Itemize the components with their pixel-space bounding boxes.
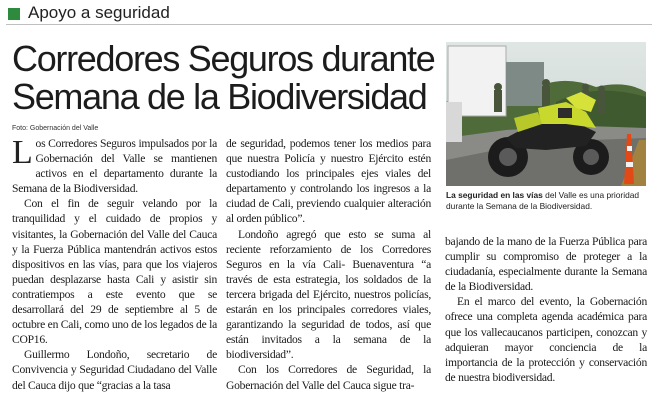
article-column-3 (445, 234, 647, 385)
photo-credit: Foto: Gobernación del Valle (12, 125, 99, 132)
section-marker (8, 8, 20, 20)
paragraph: Guillermo Londoño, secretario de Convivencia y Seguridad Ciudadano del Valle del Cauca dijo que “gracias a la tasa (12, 348, 217, 392)
section-header (6, 4, 652, 25)
paragraph: de seguridad, podemos tener los medios para que nuestra Policía y nuestro Ejército estén custodiando los principales ejes viales del departamento y controlando los ingresos a la ciudad de Cali, previendo cualquier alteración al orden público”. (226, 137, 431, 226)
photo-caption (446, 190, 650, 212)
paragraph: Londoño agregó que esto se suma al reciente reforzamiento de los Corredores Seguros en la vía Cali- Buenaventura “a través de esta estrategia, los soldados de la tercera brigada del Ejército, nuestros policías, estarán en los principales corredores viales, garantizando la seguridad de todos, así que están invitados a la semana de la biodiversidad”. (226, 227, 431, 362)
paragraph: bajando de la mano de la Fuerza Pública para cumplir su compromiso de proteger a la ciudadanía, especialmente durante la Semana de la Biodiversidad. (445, 235, 647, 294)
paragraph: En el marco del evento, la Gobernación ofrece una completa agenda académica para que los vallecaucanos participen, conozcan y adquieran mayor conciencia de la importancia de la protección y conservación de nuestra biodiversidad. (445, 295, 647, 384)
drop-cap: L (12, 134, 33, 171)
paragraph: Con los Corredores de Seguridad, la Gobernación del Valle del Cauca sigue tra- (226, 363, 431, 392)
caption-lead: La seguridad en las vías (446, 190, 543, 200)
paragraph (12, 136, 217, 196)
article-column-2 (226, 136, 431, 393)
section-title: Apoyo a seguridad (28, 3, 170, 22)
article-column-1 (12, 136, 217, 393)
paragraph: Con el fin de seguir velando por la tranquilidad y el cuidado de propios y visitantes, la Gobernación del Valle del Cauca y la Fuerza Pública mantendrán activos estos dispositivos en las vías, para que los viajeros puedan desplazarse hasta Cali y asistir sin contratiempos a este evento que se desarrollará del 29 de septiembre al 5 de octubre en Cali, como uno de los legados de la COP16. (12, 197, 217, 347)
headline: Corredores Seguros durante Semana de la Biodiversidad (12, 38, 435, 117)
caption-text: del Valle es una prioridad durante la Semana de la Biodiversidad. (446, 190, 640, 211)
motorcycle-checkpoint-illustration (446, 42, 646, 186)
article-photo (446, 42, 646, 186)
paragraph-text: os Corredores Seguros impulsados por la Gobernación del Valle se mantienen activos en el departamento durante la Semana de la Biodiversidad. (12, 137, 217, 196)
